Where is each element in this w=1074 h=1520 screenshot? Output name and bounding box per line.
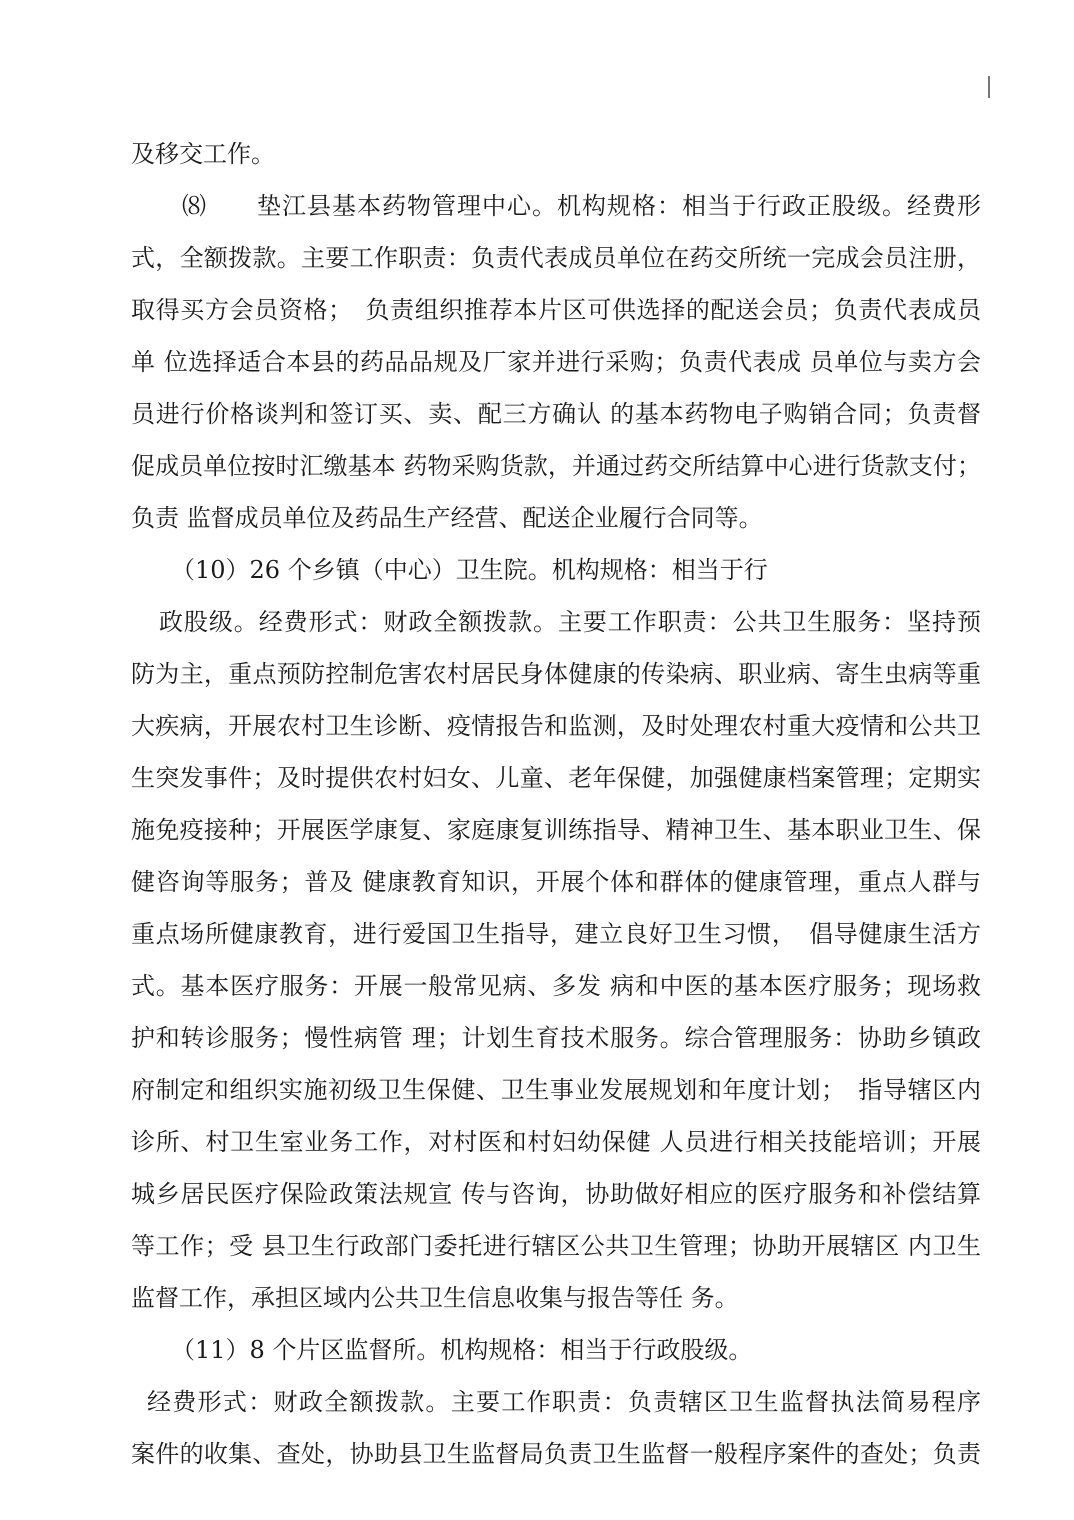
text-line: 府制定和组织实施初级卫生保健、卫生事业发展规划和年度计划； 指导辖区内 bbox=[131, 1076, 981, 1104]
document-body bbox=[131, 128, 981, 1480]
text-line: 城乡居民医疗保险政策法规宣 传与咨询，协助做好相应的医疗服务和补偿结算 bbox=[131, 1180, 981, 1208]
text-line: 护和转诊服务；慢性病管 理；计划生育技术服务。综合管理服务：协助乡镇政 bbox=[131, 1024, 981, 1052]
text-line: ⑻ 垫江县基本药物管理中心。机构规格：相当于行政正股级。经费形 bbox=[182, 192, 981, 220]
text-line: 式。基本医疗服务：开展一般常见病、多发 病和中医的基本医疗服务；现场救 bbox=[131, 972, 981, 1000]
text-line: 员进行价格谈判和签订买、卖、配三方确认 的基本药物电子购销合同；负责督 bbox=[131, 400, 981, 428]
text-line: 健咨询等服务；普及 健康教育知识，开展个体和群体的健康管理，重点人群与 bbox=[131, 868, 981, 896]
text-line: 单 位选择适合本县的药品品规及厂家并进行采购；负责代表成 员单位与卖方会 bbox=[131, 348, 981, 376]
text-line: 生突发事件；及时提供农村妇女、儿童、老年保健，加强健康档案管理；定期实 bbox=[131, 764, 981, 792]
text-line: （10）26 个乡镇（中心）卫生院。机构规格：相当于行 bbox=[171, 556, 768, 584]
text-line: 取得买方会员资格； 负责组织推荐本片区可供选择的配送会员；负责代表成员 bbox=[131, 296, 981, 324]
text-line: 政股级。经费形式：财政全额拨款。主要工作职责：公共卫生服务：坚持预 bbox=[159, 608, 981, 636]
text-line: 式，全额拨款。主要工作职责：负责代表成员单位在药交所统一完成会员注册， bbox=[131, 244, 981, 272]
text-line: 案件的收集、查处，协助县卫生监督局负责卫生监督一般程序案件的查处；负责 bbox=[131, 1440, 981, 1468]
text-line: 大疾病，开展农村卫生诊断、疫情报告和监测，及时处理农村重大疫情和公共卫 bbox=[131, 712, 981, 740]
text-line: 负责 监督成员单位及药品生产经营、配送企业履行合同等。 bbox=[131, 504, 763, 532]
text-line: 及移交工作。 bbox=[131, 140, 275, 168]
text-line: 等工作；受 县卫生行政部门委托进行辖区公共卫生管理；协助开展辖区 内卫生 bbox=[131, 1232, 981, 1260]
page-edge-marker bbox=[988, 76, 990, 98]
text-line: 防为主，重点预防控制危害农村居民身体健康的传染病、职业病、寄生虫病等重 bbox=[131, 660, 981, 688]
text-line: 监督工作，承担区域内公共卫生信息收集与报告等任 务。 bbox=[131, 1284, 739, 1312]
text-line: 诊所、村卫生室业务工作，对村医和村妇幼保健 人员进行相关技能培训；开展 bbox=[131, 1128, 981, 1156]
text-line: 促成员单位按时汇缴基本 药物采购货款，并通过药交所结算中心进行货款支付； bbox=[131, 452, 981, 480]
text-line: 经费形式：财政全额拨款。主要工作职责：负责辖区卫生监督执法简易程序 bbox=[147, 1388, 981, 1416]
text-line: 重点场所健康教育，进行爱国卫生指导，建立良好卫生习惯， 倡导健康生活方 bbox=[131, 920, 981, 948]
text-line: （11）8 个片区监督所。机构规格：相当于行政股级。 bbox=[171, 1336, 753, 1364]
text-line: 施免疫接种；开展医学康复、家庭康复训练指导、精神卫生、基本职业卫生、保 bbox=[131, 816, 981, 844]
